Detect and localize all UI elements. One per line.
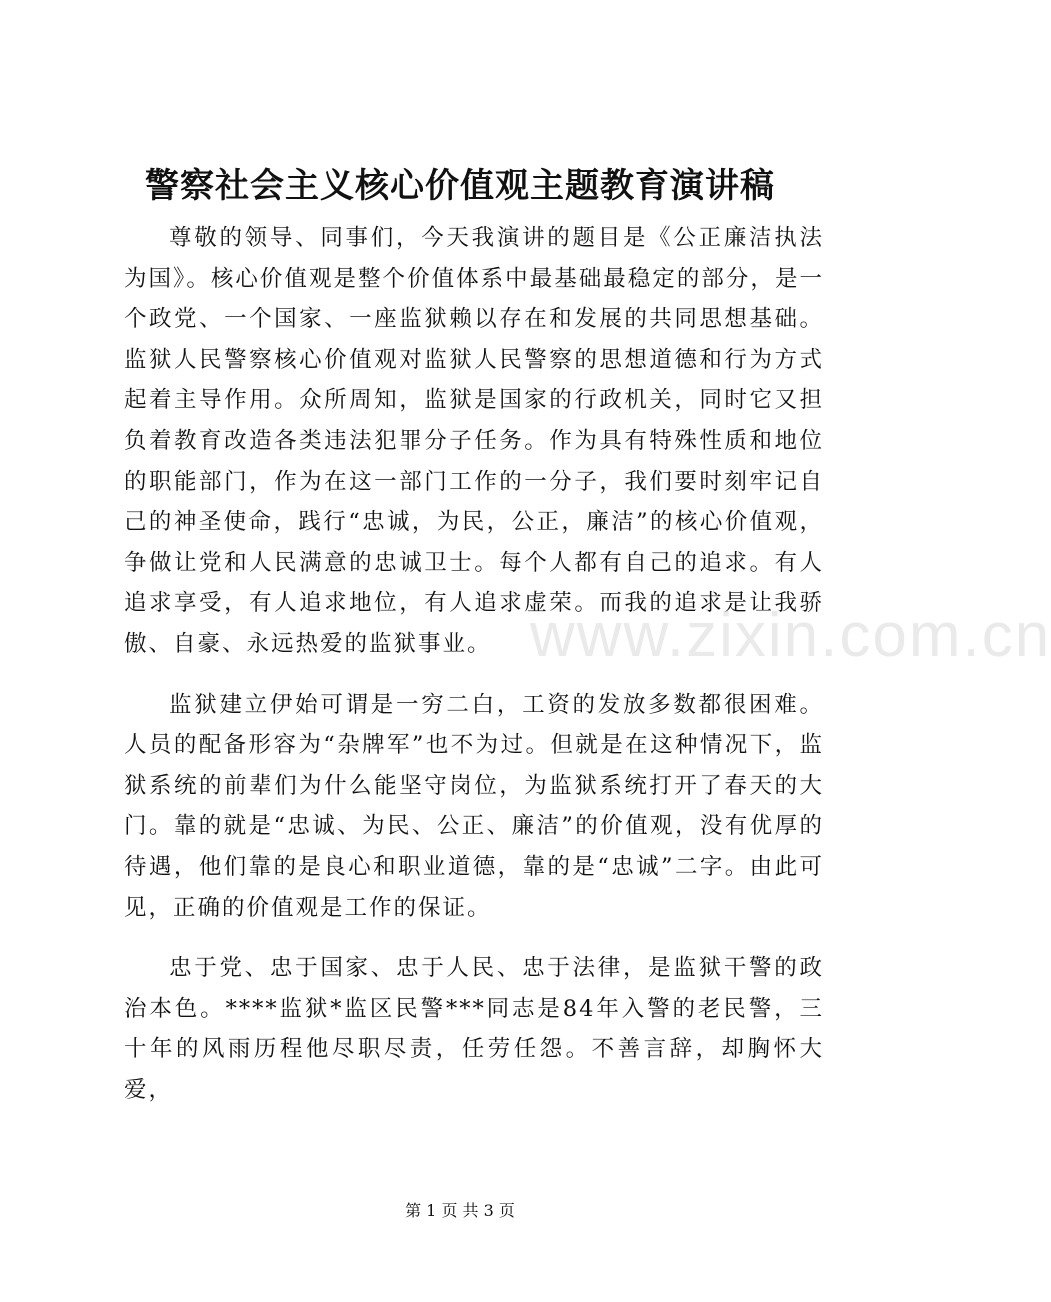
page-footer: 第 1 页 共 3 页 bbox=[405, 1201, 515, 1220]
watermark: www.zixin.com.cn bbox=[530, 601, 1051, 670]
paragraph-2: 监狱建立伊始可谓是一穷二白，工资的发放多数都很困难。人员的配备形容为“杂牌军”也不为过。但就是在这种情况下，监狱系统的前辈们为什么能坚守岗位，为监狱系统打开了春天的大门。靠的就是“忠诚、为民、公正、廉洁”的价值观，没有优厚的待遇，他们靠的是良心和职业道德，靠的是“忠诚”二字。由此可见，正确的价值观是工作的保证。 bbox=[124, 691, 824, 921]
paragraph-3: 忠于党、忠于国家、忠于人民、忠于法律，是监狱干警的政治本色。****监狱*监区民警***同志是84年入警的老民警，三十年的风雨历程他尽职尽责，任劳任怨。不善言辞，却胸怀大爱， bbox=[124, 955, 824, 1103]
paragraph-1: 尊敬的领导、同事们，今天我演讲的题目是《公正廉洁执法为国》。核心价值观是整个价值体系中最基础最稳定的部分，是一个政党、一个国家、一座监狱赖以存在和发展的共同思想基础。监狱人民警察核心价值观对监狱人民警察的思想道德和行为方式起着主导作用。众所周知，监狱是国家的行政机关，同时它又担负着教育改造各类违法犯罪分子任务。作为具有特殊性质和地位的职能部门，作为在这一部门工作的一分子，我们要时刻牢记自己的神圣使命，践行“忠诚，为民，公正，廉洁”的核心价值观，争做让党和人民满意的忠诚卫士。每个人都有自己的追求。有人追求享受，有人追求地位，有人追求虚荣。而我的追求是让我骄傲、自豪、永远热爱的监狱事业。 bbox=[124, 225, 824, 657]
document-body bbox=[124, 218, 824, 1110]
document-title: 警察社会主义核心价值观主题教育演讲稿 bbox=[145, 166, 775, 206]
